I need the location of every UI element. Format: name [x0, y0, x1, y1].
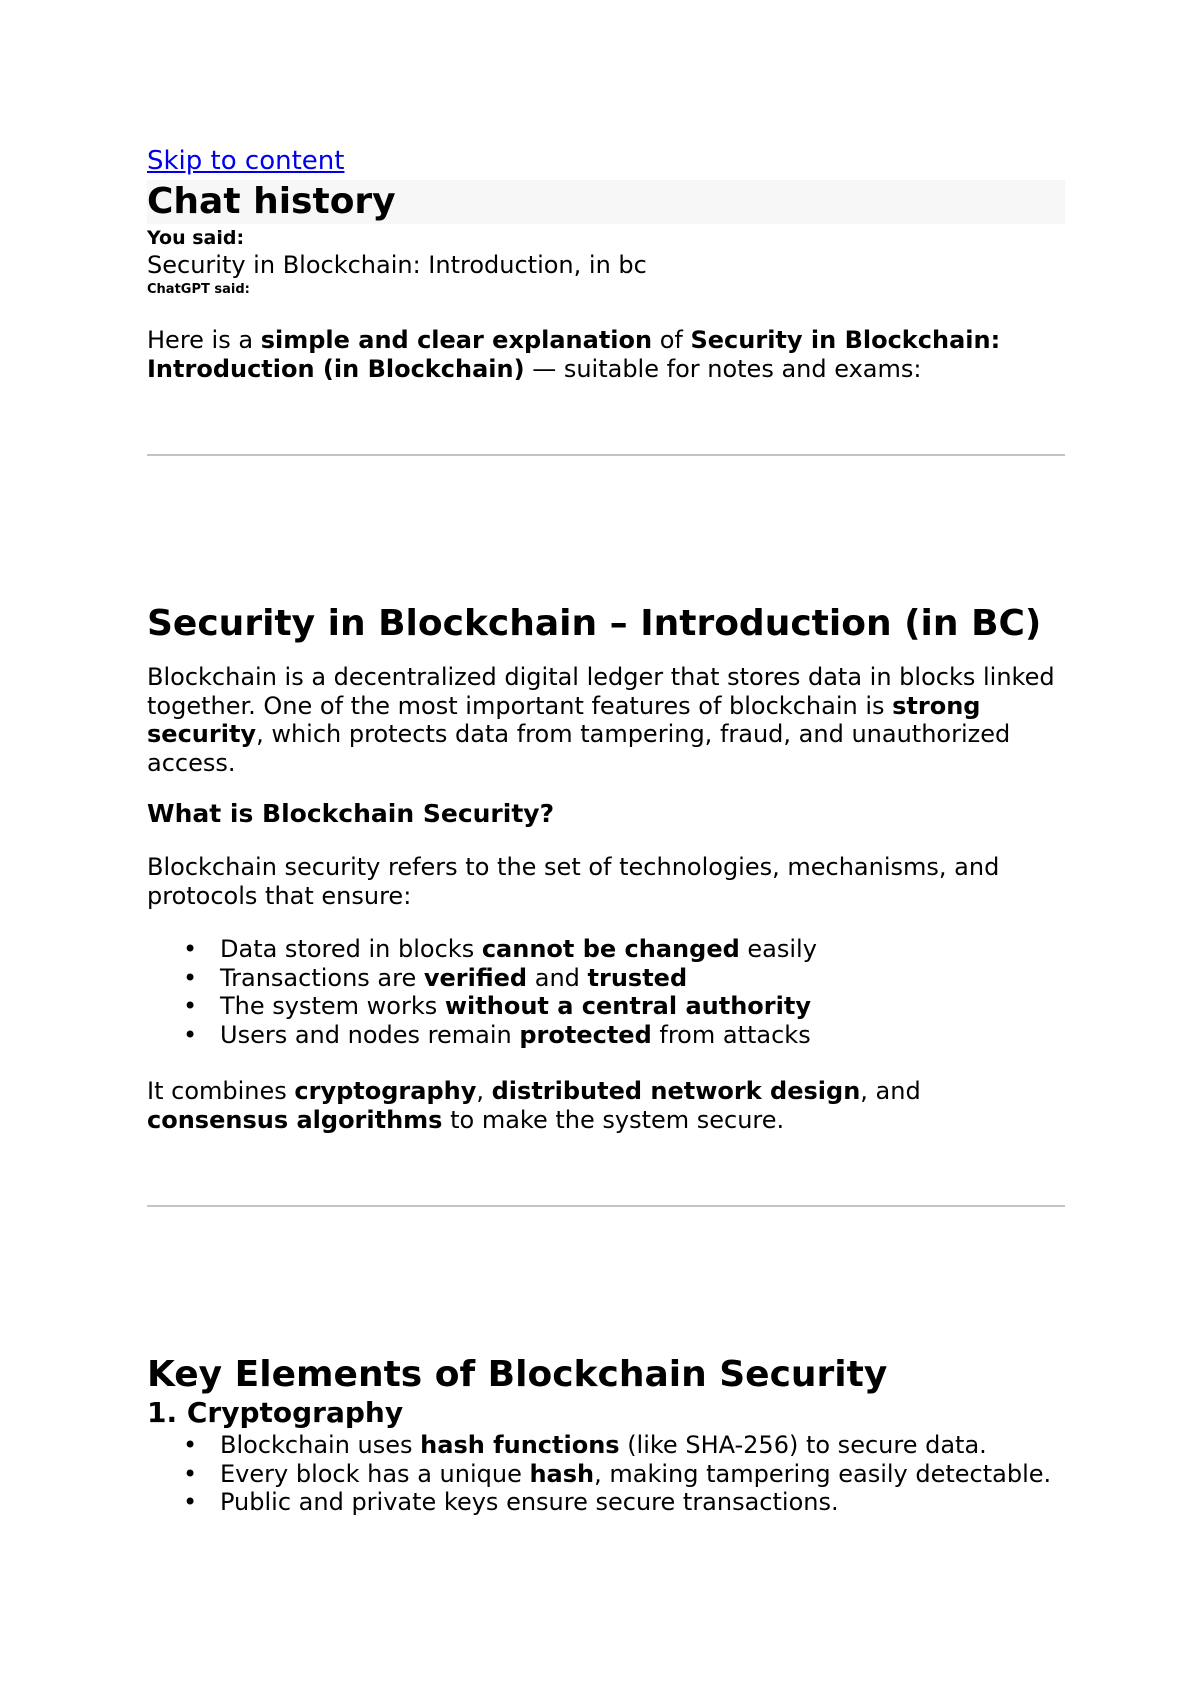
you-said-label: You said:: [147, 227, 245, 249]
bullet-icon: •: [183, 1431, 198, 1459]
divider: [147, 1205, 1065, 1207]
chat-content: [147, 142, 1065, 1517]
list-item: • Data stored in blocks cannot be changed easily: [183, 935, 817, 963]
list-item: • Blockchain uses hash functions (like SHA-256) to secure data.: [183, 1431, 987, 1459]
skip-to-content-link[interactable]: Skip to content: [147, 146, 345, 176]
list-item: • Transactions are verified and trusted: [183, 963, 688, 992]
bullet-icon: •: [183, 992, 198, 1020]
intro-paragraph: Here is a simple and clear explanation of Security in Blockchain: Introduction (in Blockchain) — suitable for notes and exams:: [147, 326, 1001, 383]
security-definition-paragraph: Blockchain security refers to the set of technologies, mechanisms, and protocols that ensure:: [147, 853, 1000, 910]
section-heading-introduction: Security in Blockchain – Introduction (in BC): [147, 603, 1042, 644]
chat-history-heading: Chat history: [147, 180, 1065, 224]
subheading-what-is-security: What is Blockchain Security?: [147, 799, 555, 828]
list-item: • The system works without a central authority: [183, 992, 811, 1020]
bullet-icon: •: [183, 1020, 198, 1049]
bullet-icon: •: [183, 1459, 198, 1488]
subheading-cryptography: 1. Cryptography: [147, 1396, 404, 1429]
user-message: Security in Blockchain: Introduction, in bc: [147, 251, 647, 279]
bullet-icon: •: [183, 935, 198, 963]
bullet-icon: •: [183, 1488, 198, 1516]
security-bullet-list: [147, 935, 1065, 1049]
combines-paragraph: It combines cryptography, distributed network design, and consensus algorithms to make the system secure.: [147, 1077, 921, 1134]
divider: [147, 454, 1065, 456]
section-heading-key-elements: Key Elements of Blockchain Security: [147, 1354, 888, 1395]
definition-paragraph: Blockchain is a decentralized digital ledger that stores data in blocks linked together. One of the most important features of blockchain is strong security, which protects data from tampering, fraud, and unauthorized access.: [147, 663, 1055, 777]
cryptography-bullet-list: [147, 1431, 1065, 1517]
list-item: • Users and nodes remain protected from attacks: [183, 1020, 811, 1049]
chatgpt-said-label: ChatGPT said:: [147, 282, 250, 297]
bullet-icon: •: [183, 963, 198, 992]
list-item: • Every block has a unique hash, making tampering easily detectable.: [183, 1459, 1052, 1488]
list-item: • Public and private keys ensure secure transactions.: [183, 1488, 839, 1516]
